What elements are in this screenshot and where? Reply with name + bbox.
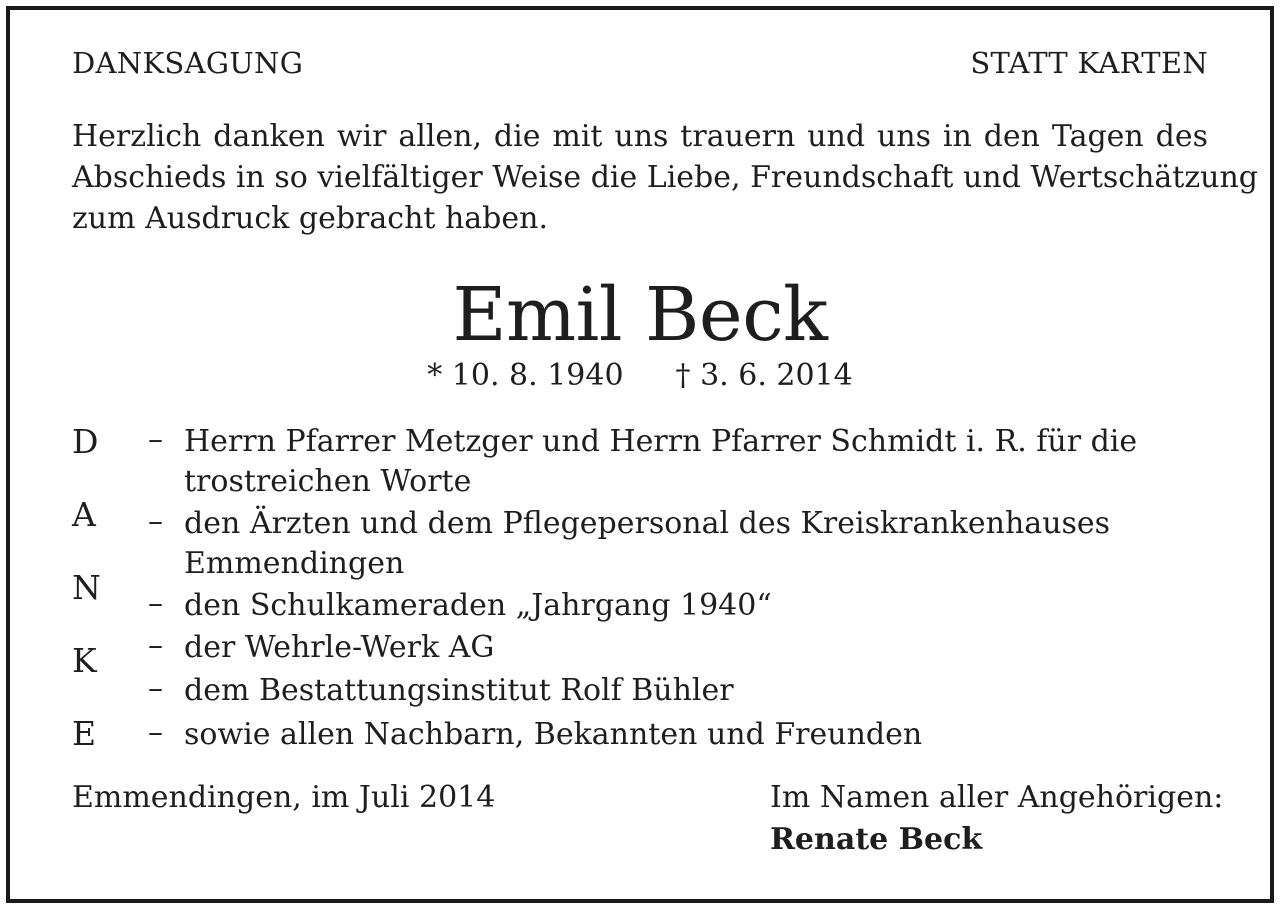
thanks-item-line: der Wehrle-Werk AG xyxy=(184,630,495,665)
signatory-name: Renate Beck xyxy=(770,822,983,857)
thanks-item-line: Emmendingen xyxy=(184,546,405,581)
thanks-item-line: sowie allen Nachbarn, Bekannten und Freunden xyxy=(184,717,923,752)
place-and-date: Emmendingen, im Juli 2014 xyxy=(72,780,496,815)
notice-heading: DANKSAGUNG xyxy=(72,46,304,80)
thanks-item xyxy=(184,628,494,668)
item-dash: – xyxy=(148,715,163,750)
acrostic-letter: N xyxy=(72,568,101,607)
acrostic-letter: D xyxy=(72,422,99,461)
intro-paragraph xyxy=(72,116,1258,239)
thanks-item-line: den Schulkameraden „Jahrgang 1940“ xyxy=(184,588,772,623)
item-dash: – xyxy=(148,504,163,539)
item-dash: – xyxy=(148,628,163,663)
thanks-item xyxy=(184,586,772,626)
thanks-item-line: dem Bestattungsinstitut Rolf Bühler xyxy=(184,673,734,708)
acrostic-letter: E xyxy=(72,714,97,753)
intro-line: Herzlich danken wir allen, die mit uns trauern und uns in den Tagen des xyxy=(72,119,1208,154)
item-dash: – xyxy=(148,422,163,457)
thanks-item xyxy=(184,671,734,711)
on-behalf-label: Im Namen aller Angehörigen: xyxy=(770,780,1224,815)
acrostic-letter: K xyxy=(72,641,97,680)
acrostic-letter: A xyxy=(72,495,96,534)
thanks-item-line: Herrn Pfarrer Metzger und Herrn Pfarrer Schmidt i. R. für die xyxy=(184,424,1138,459)
intro-line: Abschieds in so vielfältiger Weise die Liebe, Freundschaft und Wertschätzung xyxy=(72,160,1258,195)
item-dash: – xyxy=(148,586,163,621)
statt-karten-label: STATT KARTEN xyxy=(970,46,1208,80)
thanks-item xyxy=(184,504,1110,584)
birth-date: * 10. 8. 1940 xyxy=(427,358,624,393)
death-date: † 3. 6. 2014 xyxy=(675,358,853,393)
thanks-item-line: trostreichen Worte xyxy=(184,464,472,499)
thanks-item xyxy=(184,715,922,755)
thanks-item xyxy=(184,422,1137,502)
thanks-item-line: den Ärzten und dem Pflegepersonal des Kreiskrankenhauses xyxy=(184,506,1111,541)
intro-line: zum Ausdruck gebracht haben. xyxy=(72,201,549,236)
life-dates xyxy=(0,356,1280,396)
deceased-name: Emil Beck xyxy=(452,272,828,358)
item-dash: – xyxy=(148,671,163,706)
